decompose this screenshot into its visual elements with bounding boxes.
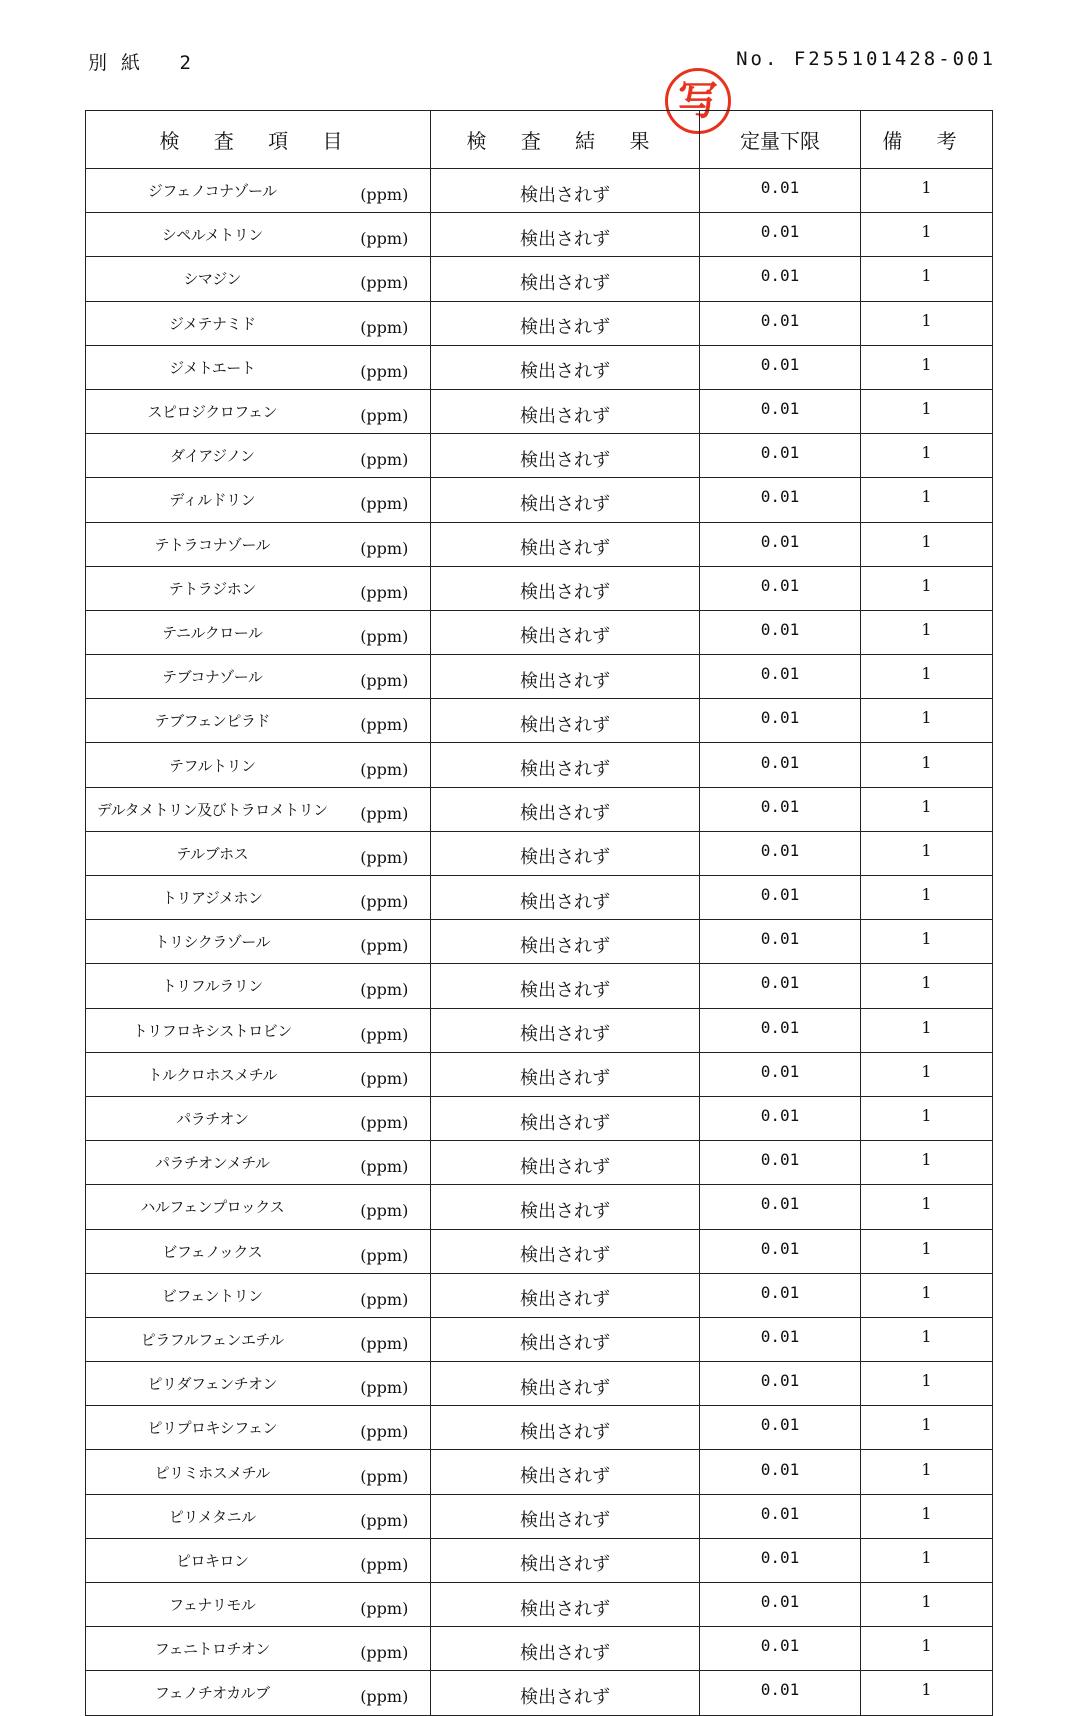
item-unit: (ppm) [339, 1141, 431, 1185]
item-name: ビフェントリン [86, 1273, 339, 1317]
item-limit: 0.01 [700, 213, 861, 257]
item-remark: 1 [861, 1538, 993, 1582]
item-result: 検出されず [431, 1627, 700, 1671]
item-remark: 1 [861, 213, 993, 257]
item-unit: (ppm) [339, 1494, 431, 1538]
item-result: 検出されず [431, 1052, 700, 1096]
item-name: トリシクラゾール [86, 920, 339, 964]
item-limit: 0.01 [700, 699, 861, 743]
item-result: 検出されず [431, 743, 700, 787]
table-row [86, 1141, 993, 1185]
item-unit: (ppm) [339, 257, 431, 301]
item-name: テブコナゾール [86, 655, 339, 699]
item-remark: 1 [861, 1450, 993, 1494]
item-name: テニルクロール [86, 610, 339, 654]
item-unit: (ppm) [339, 1008, 431, 1052]
item-unit: (ppm) [339, 434, 431, 478]
table-row [86, 1583, 993, 1627]
item-limit: 0.01 [700, 876, 861, 920]
item-name: テルブホス [86, 831, 339, 875]
item-name: ジメトエート [86, 345, 339, 389]
item-remark: 1 [861, 1141, 993, 1185]
item-result: 検出されず [431, 831, 700, 875]
item-name: ダイアジノン [86, 434, 339, 478]
item-unit: (ppm) [339, 1317, 431, 1361]
item-result: 検出されず [431, 655, 700, 699]
table-row [86, 1185, 993, 1229]
item-result: 検出されず [431, 1185, 700, 1229]
item-limit: 0.01 [700, 1229, 861, 1273]
item-result: 検出されず [431, 1406, 700, 1450]
table-row [86, 1538, 993, 1582]
item-limit: 0.01 [700, 1671, 861, 1715]
table-row [86, 876, 993, 920]
header-remark: 備 考 [861, 111, 993, 169]
table-row [86, 655, 993, 699]
item-result: 検出されず [431, 787, 700, 831]
item-remark: 1 [861, 964, 993, 1008]
item-remark: 1 [861, 1273, 993, 1317]
item-remark: 1 [861, 301, 993, 345]
item-unit: (ppm) [339, 301, 431, 345]
item-unit: (ppm) [339, 1362, 431, 1406]
item-remark: 1 [861, 743, 993, 787]
item-name: ピリプロキシフェン [86, 1406, 339, 1450]
item-limit: 0.01 [700, 1494, 861, 1538]
item-remark: 1 [861, 1362, 993, 1406]
item-unit: (ppm) [339, 610, 431, 654]
item-unit: (ppm) [339, 1406, 431, 1450]
item-limit: 0.01 [700, 1362, 861, 1406]
item-unit: (ppm) [339, 522, 431, 566]
item-result: 検出されず [431, 389, 700, 433]
copy-stamp: 写 [665, 68, 731, 134]
table-row [86, 345, 993, 389]
item-unit: (ppm) [339, 389, 431, 433]
item-result: 検出されず [431, 1141, 700, 1185]
item-name: ディルドリン [86, 478, 339, 522]
item-name: トリアジメホン [86, 876, 339, 920]
table-row [86, 1450, 993, 1494]
item-limit: 0.01 [700, 301, 861, 345]
item-name: ピリメタニル [86, 1494, 339, 1538]
item-unit: (ppm) [339, 1052, 431, 1096]
item-name: ピリミホスメチル [86, 1450, 339, 1494]
item-result: 検出されず [431, 1008, 700, 1052]
header-item: 検 査 項 目 [86, 111, 431, 169]
item-limit: 0.01 [700, 743, 861, 787]
table-row [86, 610, 993, 654]
item-name: シペルメトリン [86, 213, 339, 257]
item-name: フェニトロチオン [86, 1627, 339, 1671]
table-row [86, 1671, 993, 1715]
item-limit: 0.01 [700, 1317, 861, 1361]
item-result: 検出されず [431, 1450, 700, 1494]
item-result: 検出されず [431, 213, 700, 257]
item-remark: 1 [861, 831, 993, 875]
table-row [86, 1362, 993, 1406]
item-unit: (ppm) [339, 566, 431, 610]
item-result: 検出されず [431, 610, 700, 654]
item-remark: 1 [861, 434, 993, 478]
item-remark: 1 [861, 699, 993, 743]
table-row [86, 257, 993, 301]
item-name: ハルフェンプロックス [86, 1185, 339, 1229]
item-remark: 1 [861, 345, 993, 389]
item-limit: 0.01 [700, 478, 861, 522]
item-remark: 1 [861, 478, 993, 522]
item-limit: 0.01 [700, 1450, 861, 1494]
item-limit: 0.01 [700, 566, 861, 610]
item-remark: 1 [861, 787, 993, 831]
item-limit: 0.01 [700, 831, 861, 875]
item-limit: 0.01 [700, 1185, 861, 1229]
item-limit: 0.01 [700, 1052, 861, 1096]
table-row [86, 831, 993, 875]
item-name: トリフロキシストロビン [86, 1008, 339, 1052]
item-name: ビフェノックス [86, 1229, 339, 1273]
table-row [86, 389, 993, 433]
item-result: 検出されず [431, 1317, 700, 1361]
item-result: 検出されず [431, 1494, 700, 1538]
item-limit: 0.01 [700, 1583, 861, 1627]
item-name: テフルトリン [86, 743, 339, 787]
item-limit: 0.01 [700, 1141, 861, 1185]
table-row [86, 1406, 993, 1450]
table-row [86, 566, 993, 610]
item-limit: 0.01 [700, 434, 861, 478]
item-unit: (ppm) [339, 1273, 431, 1317]
item-result: 検出されず [431, 699, 700, 743]
item-name: ピラフルフェンエチル [86, 1317, 339, 1361]
item-remark: 1 [861, 1583, 993, 1627]
item-remark: 1 [861, 169, 993, 213]
table-row [86, 1096, 993, 1140]
item-remark: 1 [861, 610, 993, 654]
item-limit: 0.01 [700, 1008, 861, 1052]
table-row [86, 301, 993, 345]
document-number: No. F255101428-001 [736, 48, 996, 70]
item-remark: 1 [861, 566, 993, 610]
table-row [86, 1229, 993, 1273]
item-limit: 0.01 [700, 610, 861, 654]
table-row [86, 1008, 993, 1052]
item-remark: 1 [861, 1317, 993, 1361]
table-row [86, 522, 993, 566]
item-unit: (ppm) [339, 1450, 431, 1494]
item-limit: 0.01 [700, 522, 861, 566]
table-row [86, 920, 993, 964]
item-name: パラチオンメチル [86, 1141, 339, 1185]
item-limit: 0.01 [700, 345, 861, 389]
table-row [86, 964, 993, 1008]
table-row [86, 1317, 993, 1361]
table-row [86, 699, 993, 743]
item-unit: (ppm) [339, 1096, 431, 1140]
table-row [86, 1052, 993, 1096]
table-row [86, 478, 993, 522]
item-result: 検出されず [431, 1583, 700, 1627]
item-limit: 0.01 [700, 1627, 861, 1671]
item-remark: 1 [861, 1406, 993, 1450]
item-unit: (ppm) [339, 699, 431, 743]
item-name: テブフェンピラド [86, 699, 339, 743]
item-name: トリフルラリン [86, 964, 339, 1008]
item-result: 検出されず [431, 1096, 700, 1140]
item-unit: (ppm) [339, 478, 431, 522]
item-unit: (ppm) [339, 655, 431, 699]
table-row [86, 213, 993, 257]
item-unit: (ppm) [339, 1671, 431, 1715]
item-remark: 1 [861, 1494, 993, 1538]
item-remark: 1 [861, 655, 993, 699]
item-result: 検出されず [431, 566, 700, 610]
item-result: 検出されず [431, 169, 700, 213]
item-result: 検出されず [431, 1229, 700, 1273]
item-unit: (ppm) [339, 1538, 431, 1582]
item-limit: 0.01 [700, 964, 861, 1008]
item-remark: 1 [861, 1671, 993, 1715]
table-header-row [86, 111, 993, 169]
item-result: 検出されず [431, 1273, 700, 1317]
item-remark: 1 [861, 1627, 993, 1671]
item-name: フェナリモル [86, 1583, 339, 1627]
item-limit: 0.01 [700, 169, 861, 213]
item-limit: 0.01 [700, 1096, 861, 1140]
item-remark: 1 [861, 1096, 993, 1140]
item-result: 検出されず [431, 434, 700, 478]
item-result: 検出されず [431, 1362, 700, 1406]
item-name: トルクロホスメチル [86, 1052, 339, 1096]
item-result: 検出されず [431, 1538, 700, 1582]
item-result: 検出されず [431, 522, 700, 566]
item-name: ジフェノコナゾール [86, 169, 339, 213]
item-remark: 1 [861, 389, 993, 433]
item-limit: 0.01 [700, 655, 861, 699]
item-unit: (ppm) [339, 345, 431, 389]
table-row [86, 169, 993, 213]
item-unit: (ppm) [339, 1229, 431, 1273]
attachment-label: 別紙 2 [88, 52, 205, 74]
header-limit: 定量下限 [700, 111, 861, 169]
item-remark: 1 [861, 1185, 993, 1229]
item-result: 検出されず [431, 301, 700, 345]
item-name: パラチオン [86, 1096, 339, 1140]
table-row [86, 434, 993, 478]
item-remark: 1 [861, 1052, 993, 1096]
item-limit: 0.01 [700, 920, 861, 964]
item-result: 検出されず [431, 257, 700, 301]
item-remark: 1 [861, 257, 993, 301]
item-result: 検出されず [431, 964, 700, 1008]
item-name: ピロキロン [86, 1538, 339, 1582]
item-unit: (ppm) [339, 169, 431, 213]
item-remark: 1 [861, 1229, 993, 1273]
item-remark: 1 [861, 522, 993, 566]
item-limit: 0.01 [700, 1538, 861, 1582]
item-name: フェノチオカルブ [86, 1671, 339, 1715]
item-limit: 0.01 [700, 787, 861, 831]
item-unit: (ppm) [339, 876, 431, 920]
item-result: 検出されず [431, 1671, 700, 1715]
item-limit: 0.01 [700, 1273, 861, 1317]
item-remark: 1 [861, 920, 993, 964]
item-name: スピロジクロフェン [86, 389, 339, 433]
item-result: 検出されず [431, 345, 700, 389]
item-name: デルタメトリン及びトラロメトリン [86, 787, 339, 831]
item-name: テトラコナゾール [86, 522, 339, 566]
item-unit: (ppm) [339, 1185, 431, 1229]
item-name: ピリダフェンチオン [86, 1362, 339, 1406]
item-limit: 0.01 [700, 389, 861, 433]
item-result: 検出されず [431, 876, 700, 920]
item-name: シマジン [86, 257, 339, 301]
item-unit: (ppm) [339, 213, 431, 257]
table-row [86, 743, 993, 787]
item-unit: (ppm) [339, 743, 431, 787]
item-unit: (ppm) [339, 920, 431, 964]
item-limit: 0.01 [700, 257, 861, 301]
item-result: 検出されず [431, 920, 700, 964]
item-unit: (ppm) [339, 787, 431, 831]
item-remark: 1 [861, 876, 993, 920]
item-remark: 1 [861, 1008, 993, 1052]
item-name: テトラジホン [86, 566, 339, 610]
inspection-table [85, 110, 993, 1716]
item-unit: (ppm) [339, 964, 431, 1008]
item-limit: 0.01 [700, 1406, 861, 1450]
item-name: ジメテナミド [86, 301, 339, 345]
item-unit: (ppm) [339, 831, 431, 875]
item-result: 検出されず [431, 478, 700, 522]
table-row [86, 1627, 993, 1671]
table-row [86, 1494, 993, 1538]
table-row [86, 787, 993, 831]
header-result: 検 査 結 果 [431, 111, 700, 169]
item-unit: (ppm) [339, 1627, 431, 1671]
item-unit: (ppm) [339, 1583, 431, 1627]
table-row [86, 1273, 993, 1317]
